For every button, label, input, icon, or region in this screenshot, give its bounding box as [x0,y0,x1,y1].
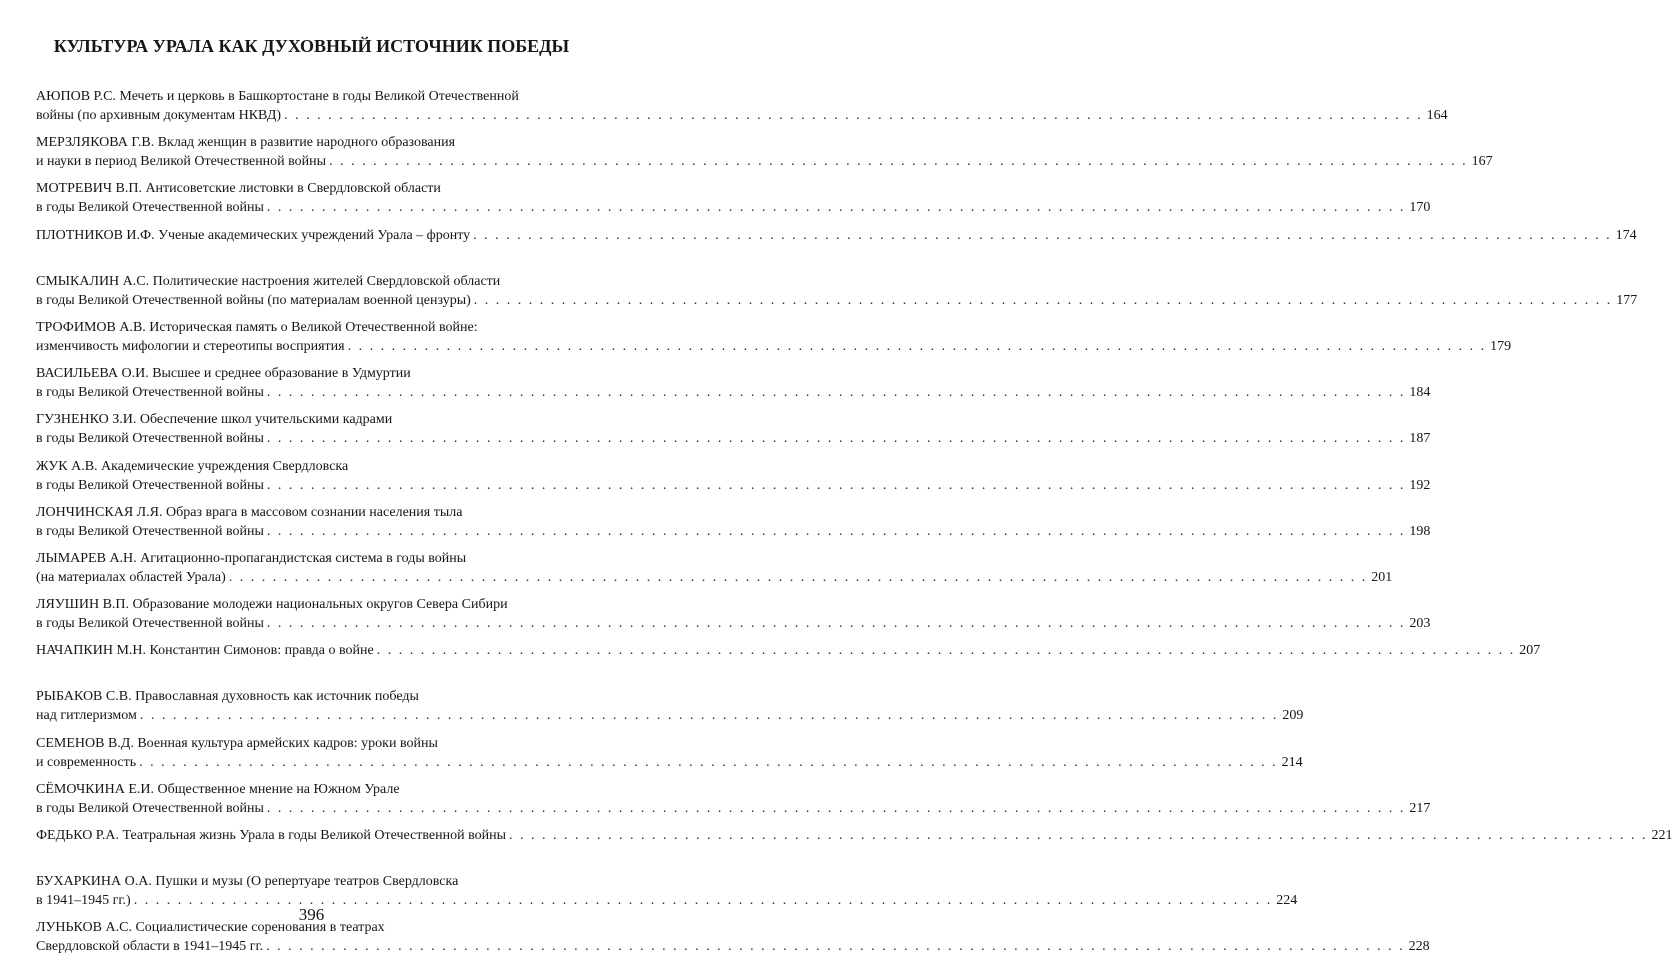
toc-entry-text: изменчивость мифологии и стереотипы восприятия [36,338,345,354]
toc-entry-page: 221 [1651,828,1673,843]
toc-entry-page: 179 [1490,338,1512,354]
toc-entry-line1: СЕМЕНОВ В.Д. Военная культура армейских кадров: уроки войны [36,735,438,751]
toc-entry-text: в годы Великой Отечественной войны [36,200,264,216]
toc-entry [36,87,1448,133]
toc-entry-line1: СЁМОЧКИНА Е.И. Общественное мнение на Южном Урале [36,781,400,797]
toc-entry-text: в годы Великой Отечественной войны (по материалам военной цензуры) [36,292,471,308]
toc-entry-page: 228 [1408,939,1430,955]
toc-entry [36,457,1431,503]
dot-leader [267,799,1406,818]
toc-entry-text: Свердловской области в 1941–1945 гг. [36,939,264,955]
toc-entry-line2 [36,753,1303,772]
section-title: КУЛЬТУРА УРАЛА КАК ДУХОВНЫЙ ИСТОЧНИК ПОБЕДЫ [53,36,570,56]
dot-leader [267,614,1406,633]
toc-entry-line1: ТРОФИМОВ А.В. Историческая память о Великой Отечественной войне: [36,319,478,335]
toc-entry-text: ФЕДЬКО Р.А. Театральная жизнь Урала в годы Великой Отечественной войны [36,828,507,843]
toc-entry-page: 174 [1615,227,1637,243]
toc-entry-line2 [36,429,1431,448]
toc-entry-line1: ЛОНЧИНСКАЯ Л.Я. Образ врага в массовом сознании населения тыла [36,504,463,520]
toc-entry [36,826,1673,872]
dot-leader [140,706,1279,725]
toc-entry [36,734,1303,780]
toc-entry-line2 [36,291,1638,310]
dot-leader [267,383,1406,402]
toc-entry-page: 167 [1471,154,1493,170]
toc-entry [36,410,1431,456]
toc-entry [36,133,1493,179]
dot-leader [348,337,1487,356]
toc-entry-line2 [36,383,1431,402]
toc-entry [36,595,1431,641]
toc-entry-text: (на материалах областей Урала) [36,569,226,585]
toc-entry-text: в годы Великой Отечественной войны [36,477,264,493]
dot-leader [473,226,1612,245]
toc-entry [36,918,1430,964]
toc-entry-text: в годы Великой Отечественной войны [36,523,264,539]
toc-entry-line2 [36,937,1430,956]
toc-entry-line2 [36,476,1431,495]
toc-entry-line1: РЫБАКОВ С.В. Православная духовность как источник победы [36,689,419,705]
dot-leader [474,291,1613,310]
dot-leader [329,152,1468,171]
toc-entry-text: НАЧАПКИН М.Н. Константин Симонов: правда о войне [36,643,374,659]
toc-entry-line2 [36,522,1431,541]
toc-entry [36,780,1431,826]
toc-entry [36,272,1638,318]
dot-leader [139,753,1278,772]
toc-entry-page: 207 [1519,643,1541,659]
toc-entry-page: 201 [1371,569,1393,585]
toc-entry-page: 192 [1409,477,1431,493]
toc-entry-text: и современность [36,754,137,770]
toc-entry-line2 [36,152,1493,171]
toc-entry [36,503,1431,549]
toc-entry-line1: АЮПОВ Р.С. Мечеть и церковь в Башкортостане в годы Великой Отечественной [36,89,519,104]
table-of-contents [36,87,1673,965]
toc-entry [36,549,1393,595]
toc-entry-page: 217 [1409,800,1431,816]
toc-entry-text: и науки в период Великой Отечественной войны [36,154,327,170]
toc-entry-page: 203 [1409,616,1431,632]
toc-entry-text: над гитлеризмом [36,708,137,724]
toc-entry-text: в 1941–1945 гг.) [36,893,131,909]
dot-leader [267,198,1406,217]
page-number: 396 [298,905,325,924]
dot-leader [267,476,1406,495]
toc-entry-line2 [36,799,1431,818]
toc-entry-line1: БУХАРКИНА О.А. Пушки и музы (О репертуаре театров Свердловска [36,874,459,890]
toc-entry-text: в годы Великой Отечественной войны [36,431,264,447]
dot-leader [267,429,1406,448]
toc-entry-page: 177 [1616,292,1638,308]
toc-entry-page: 170 [1409,200,1431,216]
toc-entry-line2 [36,614,1431,633]
toc-entry-line1: ГУЗНЕНКО З.И. Обеспечение школ учительскими кадрами [36,412,393,428]
toc-entry-line1: ЛЯУШИН В.П. Образование молодежи национальных округов Севера Сибири [36,597,508,613]
toc-entry-line2 [36,641,1541,660]
toc-entry-text: в годы Великой Отечественной войны [36,800,264,816]
toc-entry-line1: ЛУНЬКОВ А.С. Социалистические соренования в театрах [36,920,385,936]
toc-entry-line1: МОТРЕВИЧ В.П. Антисоветские листовки в Свердловской области [36,181,441,197]
toc-entry-line2 [36,106,1448,125]
dot-leader [229,568,1368,587]
toc-entry-text: в годы Великой Отечественной войны [36,385,264,401]
toc-entry-page: 164 [1426,108,1448,123]
toc-entry [36,687,1304,733]
toc-entry [36,364,1431,410]
toc-entry [36,641,1541,687]
dot-leader [509,826,1648,845]
toc-entry [36,179,1431,225]
toc-entry-page: 209 [1282,708,1304,724]
toc-entry-line2 [36,826,1673,845]
toc-entry-line2 [36,568,1393,587]
toc-entry-line2 [36,337,1512,356]
toc-entry-line2 [36,706,1304,725]
toc-entry-page: 184 [1409,385,1431,401]
toc-entry-line1: ВАСИЛЬЕВА О.И. Высшее и среднее образование в Удмуртии [36,366,411,382]
toc-entry-line2 [36,198,1431,217]
toc-entry [36,318,1512,364]
toc-entry [36,226,1637,272]
dot-leader [266,937,1405,956]
toc-entry-line2 [36,226,1637,245]
toc-entry-page: 224 [1276,893,1298,909]
toc-entry-text: войны (по архивным документам НКВД) [36,108,282,123]
toc-entry-line1: ЖУК А.В. Академические учреждения Свердловска [36,458,349,474]
toc-entry-text: в годы Великой Отечественной войны [36,616,264,632]
toc-entry-page: 187 [1409,431,1431,447]
toc-entry-text: ПЛОТНИКОВ И.Ф. Ученые академических учреждений Урала – фронту [36,227,471,243]
toc-entry-page: 198 [1409,523,1431,539]
toc-entry-page: 214 [1281,754,1303,770]
dot-leader [284,106,1423,125]
toc-entry-line1: МЕРЗЛЯКОВА Г.В. Вклад женщин в развитие народного образования [36,135,456,151]
dot-leader [267,522,1406,541]
toc-entry-line1: СМЫКАЛИН А.С. Политические настроения жителей Свердловской области [36,273,501,289]
toc-entry-line1: ЛЫМАРЕВ А.Н. Агитационно-пропагандистская система в годы войны [36,550,467,566]
dot-leader [377,641,1516,660]
